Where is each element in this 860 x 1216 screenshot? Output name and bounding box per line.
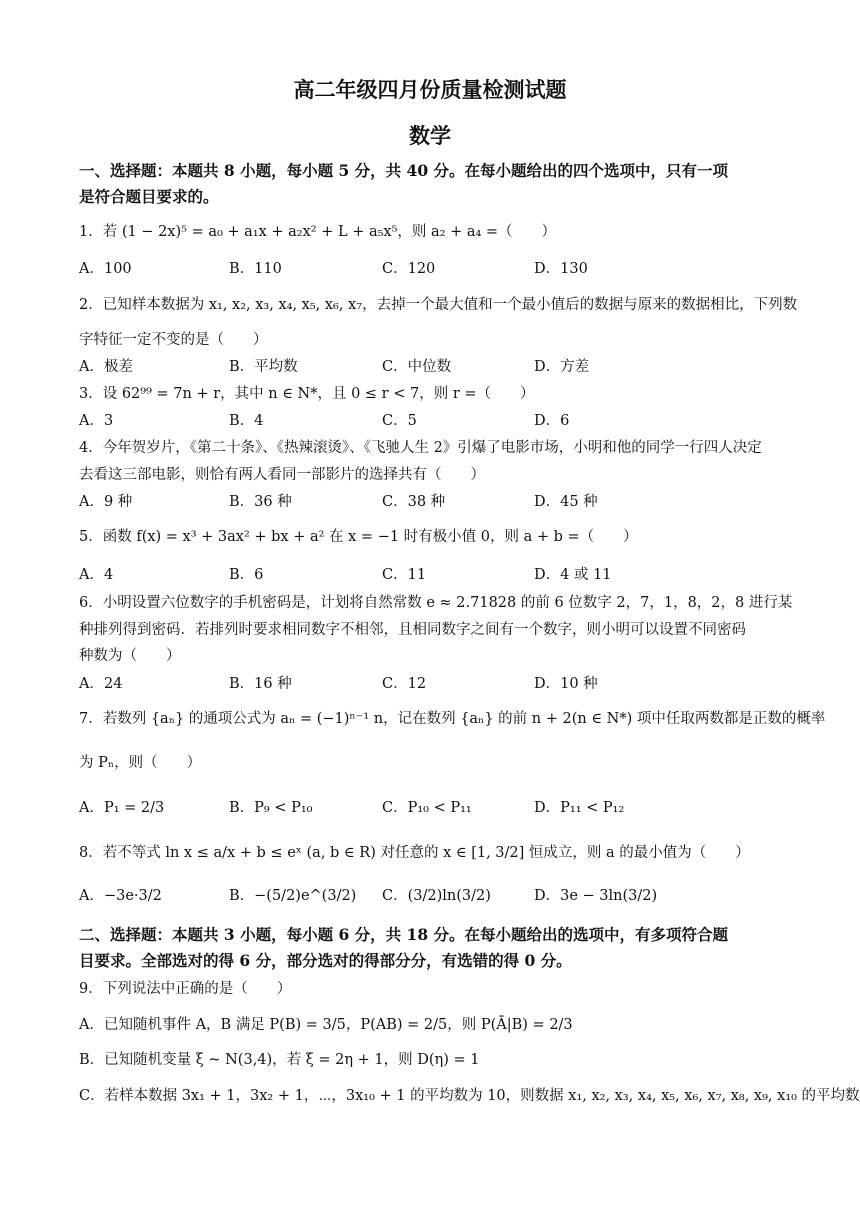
section-1-heading (79, 158, 785, 210)
question-6-stem-line-3: 种数为（ ） (79, 648, 181, 664)
question-7-option-a: A．P₁ = 2/3 (79, 800, 165, 816)
question-2-stem-line-1: 2．已知样本数据为 x₁, x₂, x₃, x₄, x₅, x₆, x₇，去掉一个最大值和一个最小值后的数据与原来的数据相比，下列数 (79, 297, 798, 313)
question-3-option-a: A．3 (79, 413, 114, 429)
section-1-heading-line-2: 是符合题目要求的。 (79, 187, 219, 206)
question-5-stem: 5．函数 f(x) = x³ + 3ax² + bx + a² 在 x = −1 时有极小值 0，则 a + b =（ ） (79, 529, 638, 545)
question-3-option-c: C．5 (382, 413, 417, 429)
question-1-option-a: A．100 (79, 261, 132, 277)
question-2-option-d: D．方差 (534, 359, 590, 375)
question-2-stem-line-2: 字特征一定不变的是（ ） (79, 332, 268, 348)
question-1-option-d: D．130 (534, 261, 588, 277)
question-9-option-c: C．若样本数据 3x₁ + 1，3x₂ + 1，⋯，3x₁₀ + 1 的平均数为 10，则数据 x₁, x₂, x₃, x₄, x₅, x₆, x₇, x₈, x₉, x₁₀ 的平均数 (79, 1088, 860, 1104)
question-7-option-d: D．P₁₁ < P₁₂ (534, 800, 625, 816)
question-5-option-d: D．4 或 11 (534, 567, 612, 583)
question-4-stem-line-1: 4．今年贺岁片，《第二十条》、《热辣滚烫》、《飞驰人生 2》引爆了电影市场，小明和他的同学一行四人决定 (79, 440, 762, 456)
section-2-heading-line-1: 二、选择题：本题共 3 小题，每小题 6 分，共 18 分。在每小题给出的选项中，有多项符合题 (79, 925, 729, 944)
question-1-option-c: C．120 (382, 261, 436, 277)
question-8-options (79, 885, 789, 907)
question-8-option-c: C．(3/2)ln(3/2) (382, 888, 491, 904)
question-2-option-c: C．中位数 (382, 359, 452, 375)
question-5-option-a: A．4 (79, 567, 114, 583)
section-2-heading-line-2: 目要求。全部选对的得 6 分，部分选对的得部分分，有选错的得 0 分。 (79, 951, 572, 970)
question-2-options (79, 356, 789, 378)
question-1-stem: 1．若 (1 − 2x)⁵ = a₀ + a₁x + a₂x² + L + a₅x⁵，则 a₂ + a₄ =（ ） (79, 224, 557, 240)
question-8-option-a: A．−3e·3/2 (79, 888, 162, 904)
question-4-option-c: C．38 种 (382, 494, 446, 510)
question-8-option-b: B．−(5/2)e^(3/2) (229, 888, 357, 904)
question-9-stem: 9．下列说法中正确的是（ ） (79, 981, 292, 997)
question-4-options (79, 491, 789, 513)
question-9-option-b: B．已知随机变量 ξ ~ N(3,4)，若 ξ = 2η + 1，则 D(η) = 1 (79, 1052, 480, 1068)
exam-title: 高二年级四月份质量检测试题 (293, 77, 567, 102)
question-2-option-a: A．极差 (79, 359, 133, 375)
question-9-option-a: A．已知随机事件 A，B 满足 P(B) = 3/5，P(AB) = 2/5，则 P(Ā|B) = 2/3 (79, 1017, 573, 1033)
question-2-option-b: B．平均数 (229, 359, 298, 375)
question-4-option-b: B．36 种 (229, 494, 292, 510)
question-6-option-d: D．10 种 (534, 676, 598, 692)
section-1-heading-line-1: 一、选择题：本题共 8 小题，每小题 5 分，共 40 分。在每小题给出的四个选项中，只有一项 (79, 161, 729, 180)
question-7-stem-line-2: 为 Pₙ，则（ ） (79, 755, 202, 771)
question-7-option-b: B．P₉ < P₁₀ (229, 800, 313, 816)
question-8-option-d: D．3e − 3ln(3/2) (534, 888, 658, 904)
question-1-options (79, 258, 789, 280)
question-3-stem: 3．设 62⁹⁹ = 7n + r，其中 n ∈ N*，且 0 ≤ r < 7，则 r =（ ） (79, 386, 535, 402)
question-3-option-b: B．4 (229, 413, 264, 429)
question-5-option-b: B．6 (229, 567, 264, 583)
question-5-options (79, 564, 789, 586)
question-6-options (79, 673, 789, 695)
question-7-option-c: C．P₁₀ < P₁₁ (382, 800, 472, 816)
question-4-option-d: D．45 种 (534, 494, 598, 510)
question-3-option-d: D．6 (534, 413, 570, 429)
question-6-option-a: A．24 (79, 676, 123, 692)
question-3-options (79, 410, 789, 432)
question-7-stem-line-1: 7．若数列 {aₙ} 的通项公式为 aₙ = (−1)ⁿ⁻¹ n，记在数列 {aₙ} 的前 n + 2(n ∈ N*) 项中任取两数都是正数的概率 (79, 711, 826, 727)
question-6-stem-line-1: 6．小明设置六位数字的手机密码是，计划将自然常数 e ≈ 2.71828 的前 6 位数字 2，7，1，8，2，8 进行某 (79, 595, 793, 611)
question-6-option-b: B．16 种 (229, 676, 292, 692)
question-5-option-c: C．11 (382, 567, 427, 583)
question-1-option-b: B．110 (229, 261, 282, 277)
question-4-stem-line-2: 去看这三部电影，则恰有两人看同一部影片的选择共有（ ） (79, 467, 485, 483)
section-2-heading (79, 922, 785, 974)
question-7-options (79, 797, 789, 819)
question-4-option-a: A．9 种 (79, 494, 133, 510)
question-6-stem-line-2: 种排列得到密码．若排列时要求相同数字不相邻，且相同数字之间有一个数字，则小明可以设置不同密码 (79, 622, 746, 638)
exam-subject: 数学 (409, 123, 451, 148)
question-8-stem: 8．若不等式 ln x ≤ a/x + b ≤ eˣ (a, b ∈ R) 对任意的 x ∈ [1, 3/2] 恒成立，则 a 的最小值为（ ） (79, 845, 750, 861)
question-6-option-c: C．12 (382, 676, 427, 692)
